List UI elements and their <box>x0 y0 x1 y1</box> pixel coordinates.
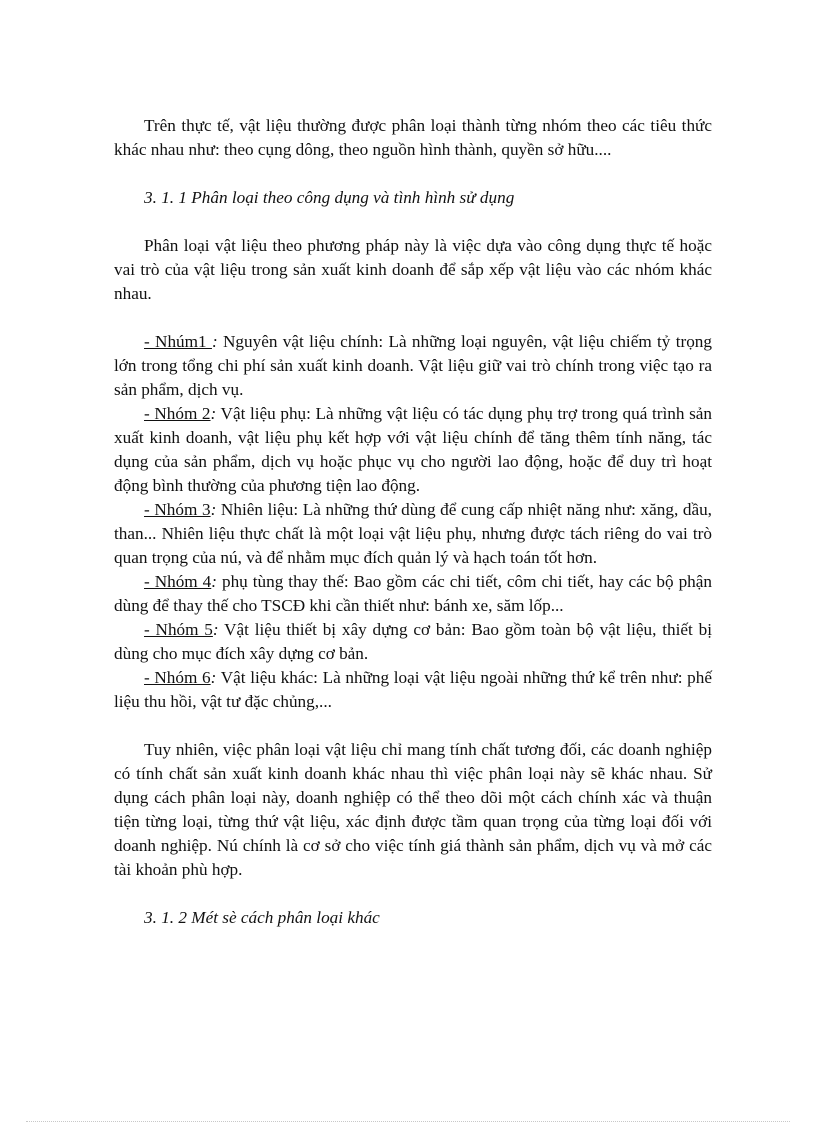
group-text-5: Vật liệu thiết bị xây dựng cơ bản: Bao gồm toàn bộ vật liệu, thiết bị dùng cho mục đích xây dựng cơ bản. <box>114 620 712 663</box>
group-label-3: - Nhóm 3 <box>144 500 211 519</box>
spacer <box>114 882 712 906</box>
group-item-4 <box>114 570 712 618</box>
group-separator: : <box>210 668 217 687</box>
page-bottom-divider <box>26 1121 790 1122</box>
group-label-4: - Nhóm 4 <box>144 572 212 591</box>
group-item-1 <box>114 330 712 402</box>
group-text-4: phụ tùng thay thế: Bao gồm các chi tiết, côm chi tiết, hay các bộ phận dùng để thay thế cho TSCĐ khi cần thiết như: bánh xe, săm lốp... <box>114 572 712 615</box>
document-page <box>114 114 712 930</box>
intro-paragraph: Trên thực tế, vật liệu thường được phân loại thành từng nhóm theo các tiêu thức khác nhau như: theo cụng dông, theo nguồn hình thành, quyền sở hữu.... <box>114 116 712 159</box>
group-text-1: Nguyên vật liệu chính: Là những loại nguyên, vật liệu chiếm tỷ trọng lớn trong tổng chi phí sản xuất kinh doanh. Vật liệu giữ vai trò chính trong việc tạo ra sản phẩm, dịch vụ. <box>114 332 712 399</box>
group-label-5: - Nhóm 5 <box>144 620 213 639</box>
group-separator: : <box>210 500 217 519</box>
group-text-3: Nhiên liệu: Là những thứ dùng để cung cấp nhiệt năng như: xăng, dầu, than... Nhiên liệu thực chất là một loại vật liệu phụ, nhưng được tách riêng do vai trò quan trọng của nú, và để nhằm mục đích quản lý và hạch toán tốt hơn. <box>114 500 712 567</box>
group-label-6: - Nhóm 6 <box>144 668 211 687</box>
section-heading-3-1-2: 3. 1. 2 Mét sè cách phân loại khác <box>144 908 380 927</box>
group-item-6 <box>114 666 712 714</box>
group-label-2: - Nhóm 2 <box>144 404 211 423</box>
spacer <box>114 306 712 330</box>
group-label-1: - Nhúm1 <box>144 332 212 351</box>
group-text-2: Vật liệu phụ: Là những vật liệu có tác dụng phụ trợ trong quá trình sản xuất kinh doanh, vật liệu phụ kết hợp với vật liệu chính để tăng thêm tính năng, tác dụng của sản phẩm, dịch vụ hoặc phục vụ cho người lao động, hoặc để duy trì hoạt động bình thường của phương tiện lao động. <box>114 404 712 495</box>
spacer <box>114 714 712 738</box>
group-separator: : <box>211 572 217 591</box>
group-separator: : <box>210 404 217 423</box>
group-item-5 <box>114 618 712 666</box>
spacer <box>114 162 712 186</box>
group-separator: : <box>211 332 218 351</box>
group-item-3 <box>114 498 712 570</box>
section-heading-3-1-1: 3. 1. 1 Phân loại theo công dụng và tình hình sử dụng <box>144 188 515 207</box>
spacer <box>114 210 712 234</box>
group-text-6: Vật liệu khác: Là những loại vật liệu ngoài những thứ kể trên như: phế liệu thu hồi, vật tư đặc chủng,... <box>114 668 712 711</box>
group-item-2 <box>114 402 712 498</box>
conclusion-paragraph: Tuy nhiên, việc phân loại vật liệu chỉ mang tính chất tương đối, các doanh nghiệp có tính chất sản xuất kinh doanh khác nhau thì việc phân loại này sẽ khác nhau. Sử dụng cách phân loại này, doanh nghiệp có thể theo dõi một cách chính xác và thuận tiện từng loại, từng thứ vật liệu, xác định được tầm quan trọng của từng loại đối với doanh nghiệp. Nú chính là cơ sở cho việc tính giá thành sản phẩm, dịch vụ và mở các tài khoản phù hợp. <box>114 740 712 879</box>
section-1-body: Phân loại vật liệu theo phương pháp này là việc dựa vào công dụng thực tế hoặc vai trò của vật liệu trong sản xuất kinh doanh để sắp xếp vật liệu vào các nhóm khác nhau. <box>114 236 712 303</box>
group-separator: : <box>212 620 219 639</box>
